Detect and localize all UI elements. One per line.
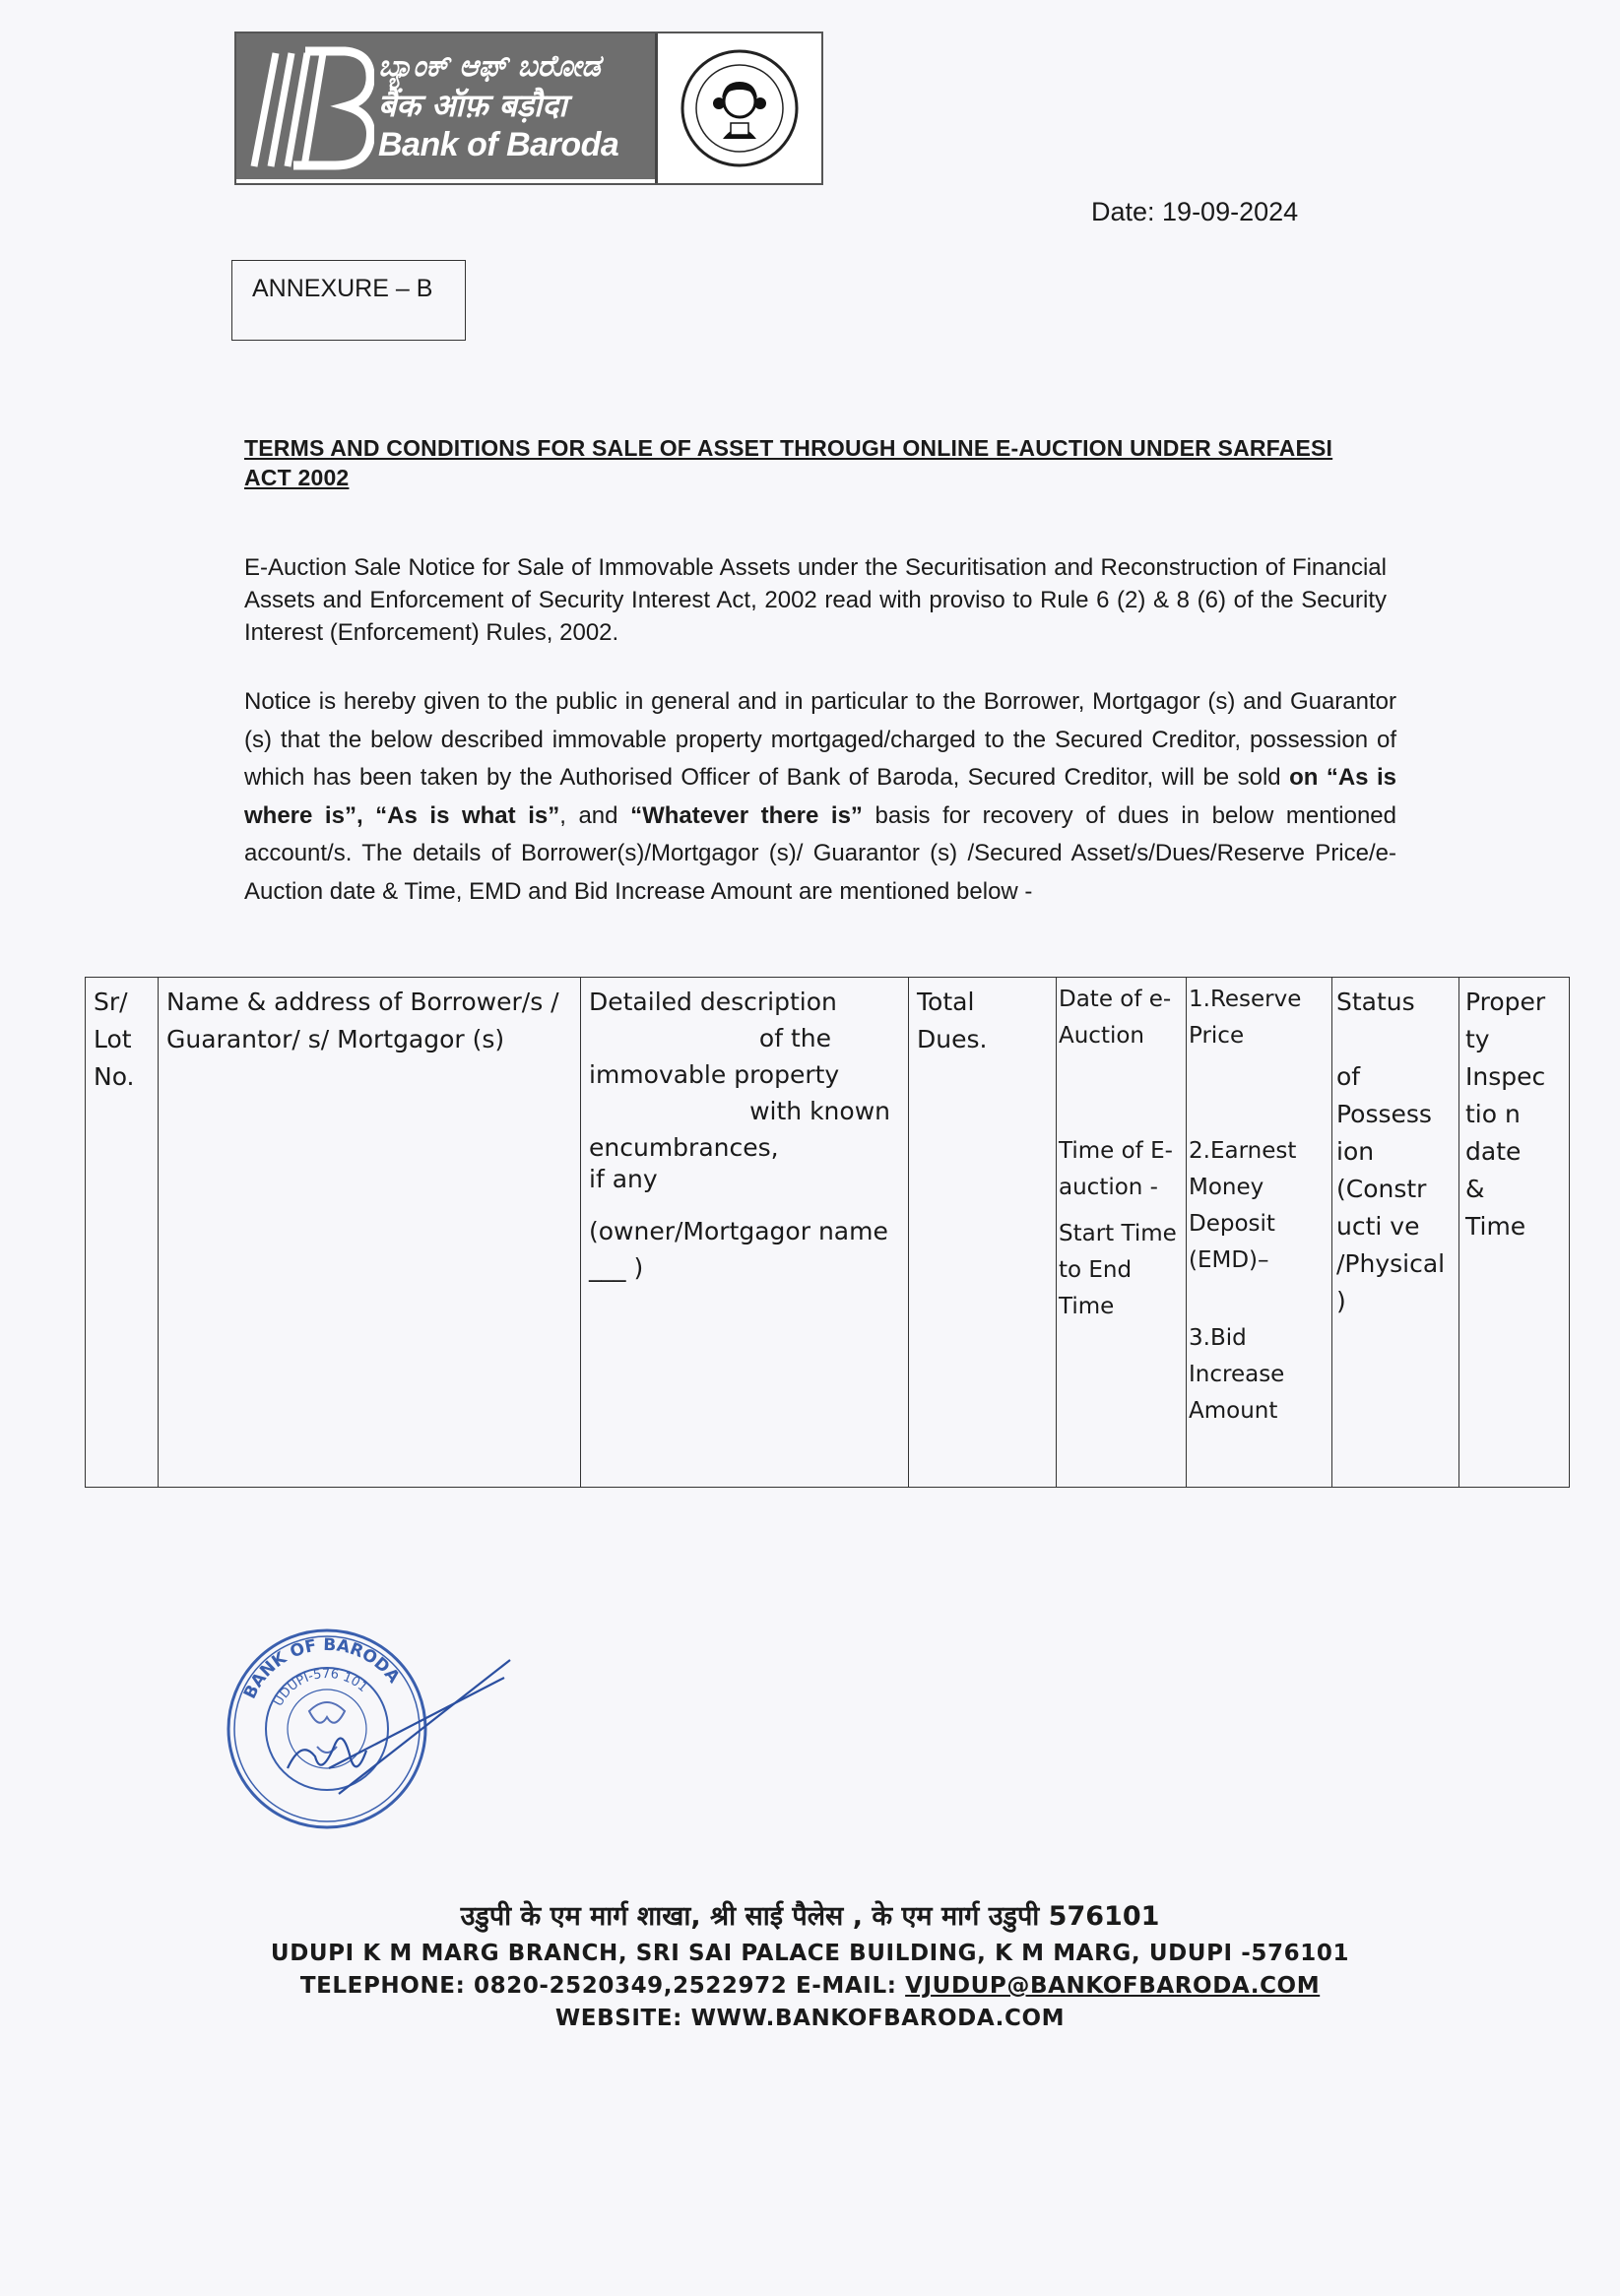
cell-line: if any [589, 1165, 658, 1193]
cell-line: Dues. [917, 1025, 988, 1053]
document-date: Date: 19-09-2024 [1091, 197, 1299, 226]
seal-text-pin: UDUPI-576 101 [271, 1666, 370, 1709]
cell-line: Proper [1465, 988, 1546, 1016]
footer-hindi-address: उडुपी के एम मार्ग शाखा, श्री साई पैलेस , के एम मार्ग उडुपी 576101 [460, 1901, 1160, 1932]
col-property-inspection [1459, 978, 1570, 1488]
cell-line: to End [1059, 1257, 1133, 1283]
cell-line: Date of e- [1059, 987, 1172, 1012]
footer-telephone: TELEPHONE: 0820-2520349,2522972 E-MAIL: [299, 1973, 906, 1999]
notice-text-2: , and [559, 801, 631, 829]
cell-line: Amount [1189, 1398, 1278, 1424]
annexure-label: ANNEXURE – B [231, 260, 466, 341]
footer-contact [0, 1970, 1620, 2003]
footer-website[interactable]: WEBSITE: WWW.BANKOFBARODA.COM [554, 2006, 1066, 2031]
notice-bold-1: on “As is where is”, “As is what is” [244, 764, 1396, 829]
logo-english-text: Bank of Baroda [378, 126, 619, 163]
cell-line: 1.Reserve [1189, 987, 1302, 1012]
col-borrower-name-address [159, 978, 581, 1488]
baroda-sun-logo-icon [236, 33, 374, 179]
cell-line: ion [1336, 1137, 1375, 1166]
cell-line: 2.Earnest [1189, 1138, 1297, 1164]
cell-line: ) [1336, 1287, 1346, 1315]
document-heading: TERMS AND CONDITIONS FOR SALE OF ASSET THROUGH ONLINE E-AUCTION UNDER SARFAESI ACT 2002 [244, 435, 1333, 490]
cell-line: Price [1189, 1023, 1245, 1049]
cell-line: ___ ) [589, 1253, 644, 1282]
cell-line: Deposit [1189, 1211, 1275, 1237]
branch-footer [0, 1896, 1620, 2035]
cell-line: auction - [1059, 1175, 1158, 1200]
cell-line: date [1465, 1137, 1522, 1166]
notice-bold-2: “Whatever there is” [630, 801, 863, 829]
col-reserve-price-emd [1187, 978, 1332, 1488]
beti-bachao-emblem-icon [658, 33, 821, 183]
cell-line: (Constr [1336, 1175, 1427, 1203]
cell-line: of [1336, 1062, 1361, 1091]
col-sr-lot-no [86, 978, 159, 1488]
notice-paragraph [244, 683, 1396, 911]
cell-line: Time of E- [1059, 1138, 1173, 1164]
auction-table [85, 977, 1570, 1488]
col-possession-status [1332, 978, 1459, 1488]
cell-line: of the [758, 1024, 831, 1052]
cell-line: Sr/ [94, 988, 128, 1016]
cell-line: ucti ve [1336, 1212, 1420, 1241]
cell-line: No. [94, 1062, 135, 1091]
logo-kannada-text: ಬ್ಯಾಂಕ್ ಆಫ್ ಬರೋಡ [378, 49, 601, 84]
cell-line: Detailed description [589, 988, 837, 1016]
cell-line: Auction [1059, 1023, 1145, 1049]
intro-paragraph: E-Auction Sale Notice for Sale of Immovable Assets under the Securitisation and Reconstruction of Financial Assets and Enforcement of Security Interest Act, 2002 read with proviso to Rule 6 (2) & 8 (6) of the Security Interest (Enforcement) Rules, 2002. [244, 554, 1387, 646]
cell-line: Status [1336, 988, 1415, 1016]
col-total-dues [909, 978, 1057, 1488]
cell-text: Name & address of Borrower/s / Guarantor/ s/ Mortgagor (s) [166, 988, 559, 1053]
cell-line: ty [1465, 1025, 1490, 1053]
cell-line: (owner/Mortgagor name [589, 1217, 888, 1245]
logo-hindi-text: बैंक ऑफ़ बड़ौदा [378, 87, 567, 124]
cell-line: Time [1059, 1294, 1115, 1319]
bank-seal-stamp [219, 1621, 514, 1837]
cell-line: with known [749, 1097, 890, 1125]
seal-text-top: BANK OF BARODA [239, 1634, 404, 1702]
footer-email-link[interactable]: VJUDUP@BANKOFBARODA.COM [905, 1973, 1321, 1999]
footer-english-address: UDUPI K M MARG BRANCH, SRI SAI PALACE BUILDING, K M MARG, UDUPI -576101 [270, 1941, 1350, 1966]
cell-line: Increase [1189, 1362, 1285, 1387]
notice-text-3: basis for recovery of dues in below mentioned account/s. The details of Borrower(s)/Mortgagor (s)/ Guarantor (s) /Secured Asset/s/Dues/Reserve Price/e-Auction date & Time, EMD and Bid Increase Amount are mentioned below - [244, 801, 1397, 905]
col-property-description [581, 978, 909, 1488]
cell-line: Money [1189, 1175, 1264, 1200]
cell-line: Total [917, 988, 975, 1016]
cell-line: Possess [1336, 1100, 1432, 1128]
cell-line: immovable property [589, 1060, 840, 1089]
cell-line: Time [1465, 1212, 1526, 1241]
cell-line: Inspec [1465, 1062, 1546, 1091]
table-header-row [86, 978, 1570, 1488]
cell-line: /Physical [1336, 1249, 1446, 1278]
cell-line: tio n [1465, 1100, 1521, 1128]
bank-logo-header [234, 32, 823, 185]
cell-line: 3.Bid [1189, 1325, 1247, 1351]
notice-text-1: Notice is hereby given to the public in general and in particular to the Borrower, Mortgagor (s) and Guarantor (s) that the below described immovable property mortgaged/charged to the Secured Creditor, possession of which has been taken by the Authorised Officer of Bank of Baroda, Secured Creditor, will be sold [244, 688, 1396, 791]
cell-line: (EMD)– [1189, 1247, 1269, 1273]
cell-line: encumbrances, [589, 1133, 779, 1162]
cell-line: Lot [94, 1025, 132, 1053]
bank-logo [236, 33, 655, 179]
cell-line: Start Time [1059, 1221, 1177, 1246]
cell-line: & [1465, 1175, 1485, 1203]
col-auction-date-time [1057, 978, 1187, 1488]
